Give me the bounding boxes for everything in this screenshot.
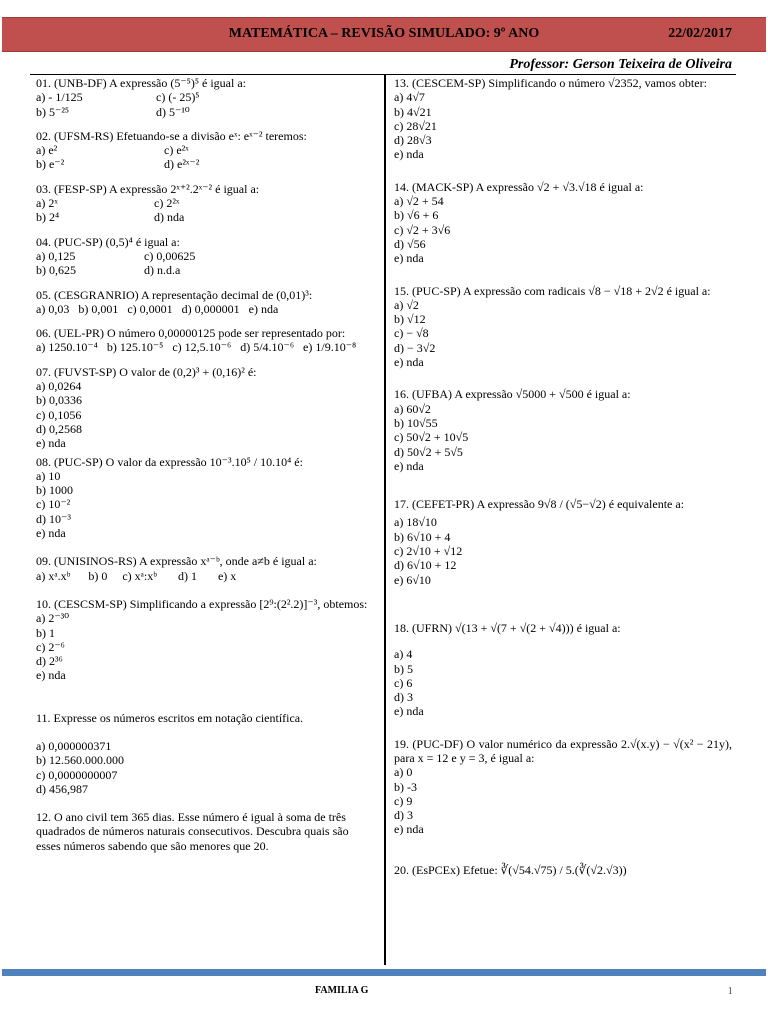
page-number: 1: [727, 985, 733, 997]
question-08: 08. (PUC-SP) O valor da expressão 10⁻³.10⁵ / 10.10⁴ é:: [36, 454, 303, 469]
footer-label: FAMILIA G: [315, 985, 369, 996]
question-13: 13. (CESCEM-SP) Simplificando o número √2352, vamos obter:: [394, 76, 707, 90]
column-divider: [384, 75, 386, 965]
page-date: 22/02/2017: [668, 26, 732, 41]
question-11: 11. Expresse os números escritos em notação científica.: [36, 710, 304, 725]
professor-name: Professor: Gerson Teixeira de Oliveira: [509, 57, 732, 72]
question-15: 15. (PUC-SP) A expressão com radicais √8 − √18 + 2√2 é igual a:: [394, 283, 711, 298]
footer-bar: [2, 969, 766, 976]
question-20: 20. (EsPCEx) Efetue: ∛(√54.√75) / 5.(∛(√2.√3)): [394, 862, 627, 877]
question-10: 10. (CESCSM-SP) Simplificando a expressão [2⁹:(2².2)]⁻³, obtemos:: [36, 596, 368, 611]
left-column: 01. (UNB-DF) A expressão (5⁻⁵)⁵ é igual a: a) - 1/125 c) (- 25)⁵ b) 5⁻²⁵ d) 5⁻¹⁰ 02. (UFSM-RS) Efetuando-se a divisão eˣ: eˣ⁻² teremos: a) e² c) e²ˣ b) e⁻² d) e²ˣ⁻² 03. (FESP-SP) A expressão 2ˣ⁺².2ˣ⁻² é igual a: a) 2ˣ c) 2²ˣ b) 2⁴ d) nda 04. (PUC-SP) (0,5)⁴ é igual a: a) 0,125 c) 0,00625 b) 0,625 d) n.d.a 05. (CESGRANRIO) A representação decimal de (0,01)³: a) 0,03 b) 0,001 c) 0,0001 d) 0,000001 e) nda 06. (UEL-PR) O número 0,00000125 pode ser representado por: a) 1250.10⁻⁴ b) 125.10⁻⁵ c) 12,5.10⁻⁶ d) 5/4.10⁻⁶ e) 1/9.10⁻⁸ 07. (FUVST-SP) O valor de (0,2)³ + (0,16)² é: a) 0,0264 b) 0,0336 c) 0,1056 d) 0,2568 e) nda 08. (PUC-SP) O valor da expressão 10⁻³.10⁵ / 10.10⁴ é: a) 10 b) 1000 c) 10⁻² d) 10⁻³ e) nda 09. (UNISINOS-RS) A expressão xᵃ⁻ᵇ, onde a≠b é igual a: a) xᵃ.xᵇ b) 0 c) xᵃ:xᵇ d) 1 e) x 10. (CESCSM-SP) Simplificando a expressão [2⁹:(2².2)]⁻³, obtemos: a) 2⁻³⁰ b) 1 c) 2⁻⁶ d) 2³⁶ e) nda 11. Expresse os números escritos em notação científica. a) 0,000000371 b) 12.560.000.000 c) 0,0000000007 d) 456,987 12. O ano civil tem 365 dias. Esse número é igual à soma de três quadrados de números naturais consecutivos. Descubra quais são esses números sabendo que são menores que 20.: [36, 76, 376, 853]
question-07: 07. (FUVST-SP) O valor de (0,2)³ + (0,16)² é:: [36, 364, 257, 379]
question-09: 09. (UNISINOS-RS) A expressão xᵃ⁻ᵇ, onde a≠b é igual a:: [36, 554, 317, 569]
question-14: 14. (MACK-SP) A expressão √2 + √3.√18 é igual a:: [394, 179, 644, 194]
question-17: 17. (CEFET-PR) A expressão 9√8 / (√5−√2) é equivalente a:: [394, 497, 685, 512]
question-03: 03. (FESP-SP) A expressão 2ˣ⁺².2ˣ⁻² é igual a:: [36, 181, 260, 196]
question-04: 04. (PUC-SP) (0,5)⁴ é igual a:: [36, 234, 180, 249]
question-02: 02. (UFSM-RS) Efetuando-se a divisão eˣ: eˣ⁻² teremos:: [36, 128, 307, 143]
header-bar: [2, 17, 766, 52]
right-column: 13. (CESCEM-SP) Simplificando o número √2352, vamos obter: a) 4√7 b) 4√21 c) 28√21 d) 28√3 e) nda 14. (MACK-SP) A expressão √2 + √3.√18 é igual a: a) √2 + 54 b) √6 + 6 c) √2 + 3√6 d) √56 e) nda 15. (PUC-SP) A expressão com radicais √8 − √18 + 2√2 é igual a: a) √2 b) √12 c) − √8 d) − 3√2 e) nda 16. (UFBA) A expressão √5000 + √500 é igual a: a) 60√2 b) 10√55 c) 50√2 + 10√5 d) 50√2 + 5√5 e) nda 17. (CEFET-PR) A expressão 9√8 / (√5−√2) é equivalente a: a) 18√10 b) 6√10 + 4 c) 2√10 + √12 d) 6√10 + 12 e) 6√10 18. (UFRN) √(13 + √(7 + √(2 + √4))) é igual a: a) 4 b) 5 c) 6 d) 3 e) nda 19. (PUC-DF) O valor numérico da expressão 2.√(x.y) − √(x² − 21y), para x = 12 e y = 3, é igual a: a) 0 b) -3 c) 9 d) 3 e) nda 20. (EsPCEx) Efetue: ∛(√54.√75) / 5.(∛(√2.√3)): [394, 76, 732, 877]
question-01: 01. (UNB-DF) A expressão (5⁻⁵)⁵ é igual a:: [36, 76, 246, 90]
question-18: 18. (UFRN) √(13 + √(7 + √(2 + √4))) é igual a:: [394, 620, 621, 635]
question-06: 06. (UEL-PR) O número 0,00000125 pode ser representado por:: [36, 326, 346, 341]
page-title: MATEMÁTICA – REVISÃO SIMULADO: 9º ANO: [228, 26, 540, 41]
question-05: 05. (CESGRANRIO) A representação decimal de (0,01)³:: [36, 287, 313, 302]
top-divider: [30, 74, 736, 75]
question-16: 16. (UFBA) A expressão √5000 + √500 é igual a:: [394, 387, 631, 402]
question-12: 12. O ano civil tem 365 dias. Esse número é igual à soma de três quadrados de números naturais consecutivos. Descubra quais são esses números sabendo que são menores que 20.: [36, 810, 349, 853]
question-19: 19. (PUC-DF) O valor numérico da expressão 2.√(x.y) − √(x² − 21y), para x = 12 e y = 3, é igual a:: [394, 736, 732, 765]
